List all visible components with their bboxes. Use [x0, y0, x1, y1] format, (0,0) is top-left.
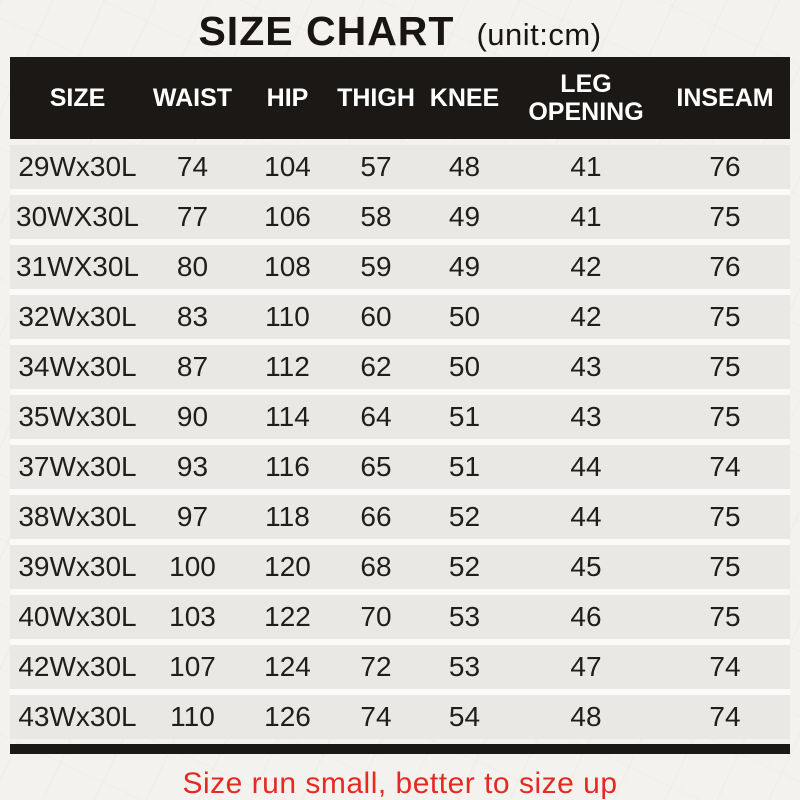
value-cell: 110 — [170, 701, 215, 732]
column-header-thigh: THIGH — [337, 84, 415, 112]
value-cell: 42 — [570, 251, 602, 282]
value-cell: 41 — [570, 151, 602, 182]
value-cell: 122 — [264, 601, 311, 632]
page-title — [0, 0, 800, 57]
title-text: SIZE CHART — [198, 8, 455, 54]
size-cell: 39Wx30L — [18, 551, 137, 582]
value-cell: 76 — [709, 151, 741, 182]
value-cell: 66 — [360, 501, 392, 532]
value-cell: 50 — [448, 351, 481, 382]
value-cell: 52 — [448, 551, 481, 582]
value-cell: 49 — [448, 251, 481, 282]
size-table-body — [10, 145, 790, 739]
value-cell: 74 — [709, 651, 741, 682]
value-cell: 41 — [570, 201, 602, 232]
value-cell: 75 — [709, 401, 741, 432]
size-cell: 30WX30L — [16, 201, 139, 232]
value-cell: 45 — [570, 551, 602, 582]
value-cell: 54 — [448, 701, 481, 732]
column-header-inseam: INSEAM — [676, 84, 774, 112]
value-cell: 59 — [360, 251, 392, 282]
value-cell: 75 — [709, 201, 741, 232]
value-cell: 60 — [360, 301, 392, 332]
table-row — [10, 495, 790, 539]
value-cell: 106 — [264, 201, 311, 232]
value-cell: 42 — [570, 301, 602, 332]
value-cell: 118 — [265, 501, 310, 532]
value-cell: 116 — [265, 451, 310, 482]
value-cell: 75 — [709, 551, 741, 582]
value-cell: 75 — [709, 351, 741, 382]
size-table — [10, 57, 790, 754]
column-header-leg-opening: LEG OPENING — [528, 70, 644, 126]
value-cell: 43 — [570, 401, 602, 432]
value-cell: 51 — [448, 401, 481, 432]
table-row — [10, 645, 790, 689]
value-cell: 75 — [709, 301, 741, 332]
size-cell: 32Wx30L — [18, 301, 137, 332]
size-note: Size run small, better to size up — [182, 767, 618, 800]
value-cell: 49 — [448, 201, 481, 232]
value-cell: 57 — [360, 151, 392, 182]
value-cell: 80 — [176, 251, 209, 282]
value-cell: 112 — [265, 351, 310, 382]
value-cell: 64 — [360, 401, 392, 432]
title-unit-label: (unit:cm) — [476, 17, 602, 52]
size-cell: 37Wx30L — [18, 451, 137, 482]
table-row — [10, 345, 790, 389]
size-cell: 35Wx30L — [18, 401, 137, 432]
table-row — [10, 145, 790, 189]
value-cell: 97 — [176, 501, 209, 532]
value-cell: 65 — [360, 451, 392, 482]
value-cell: 87 — [176, 351, 209, 382]
table-row — [10, 545, 790, 589]
value-cell: 100 — [169, 551, 216, 582]
value-cell: 46 — [570, 601, 602, 632]
value-cell: 107 — [169, 651, 216, 682]
value-cell: 104 — [264, 151, 311, 182]
value-cell: 93 — [176, 451, 209, 482]
value-cell: 103 — [169, 601, 216, 632]
value-cell: 114 — [265, 401, 310, 432]
size-table-header-row — [10, 57, 790, 139]
value-cell: 48 — [448, 151, 481, 182]
value-cell: 74 — [709, 451, 741, 482]
table-row — [10, 245, 790, 289]
table-row — [10, 295, 790, 339]
size-cell: 42Wx30L — [18, 651, 137, 682]
value-cell: 53 — [448, 601, 481, 632]
size-cell: 31WX30L — [16, 251, 139, 282]
value-cell: 68 — [360, 551, 392, 582]
table-row — [10, 445, 790, 489]
size-cell: 40Wx30L — [18, 601, 137, 632]
value-cell: 72 — [360, 651, 392, 682]
value-cell: 126 — [264, 701, 311, 732]
table-row — [10, 695, 790, 739]
column-header-size: SIZE — [49, 84, 106, 112]
value-cell: 53 — [448, 651, 481, 682]
value-cell: 43 — [570, 351, 602, 382]
value-cell: 124 — [264, 651, 311, 682]
size-cell: 29Wx30L — [18, 151, 137, 182]
table-row — [10, 395, 790, 439]
value-cell: 52 — [448, 501, 481, 532]
value-cell: 74 — [176, 151, 209, 182]
value-cell: 75 — [709, 501, 741, 532]
value-cell: 120 — [264, 551, 311, 582]
value-cell: 74 — [709, 701, 741, 732]
value-cell: 51 — [448, 451, 481, 482]
value-cell: 50 — [448, 301, 481, 332]
value-cell: 44 — [570, 451, 602, 482]
value-cell: 70 — [360, 601, 392, 632]
size-cell: 43Wx30L — [18, 701, 137, 732]
table-row — [10, 595, 790, 639]
column-header-knee: KNEE — [429, 84, 500, 112]
value-cell: 62 — [360, 351, 392, 382]
value-cell: 75 — [709, 601, 741, 632]
value-cell: 48 — [570, 701, 602, 732]
size-cell: 38Wx30L — [18, 501, 137, 532]
size-cell: 34Wx30L — [18, 351, 137, 382]
value-cell: 47 — [570, 651, 602, 682]
value-cell: 58 — [360, 201, 392, 232]
column-header-hip: HIP — [266, 84, 309, 112]
value-cell: 83 — [176, 301, 209, 332]
value-cell: 44 — [570, 501, 602, 532]
value-cell: 74 — [360, 701, 392, 732]
value-cell: 77 — [176, 201, 209, 232]
value-cell: 76 — [709, 251, 741, 282]
table-row — [10, 195, 790, 239]
table-bottom-bar — [10, 744, 790, 754]
value-cell: 108 — [264, 251, 311, 282]
column-header-waist: WAIST — [152, 84, 233, 112]
value-cell: 110 — [265, 301, 310, 332]
value-cell: 90 — [176, 401, 209, 432]
